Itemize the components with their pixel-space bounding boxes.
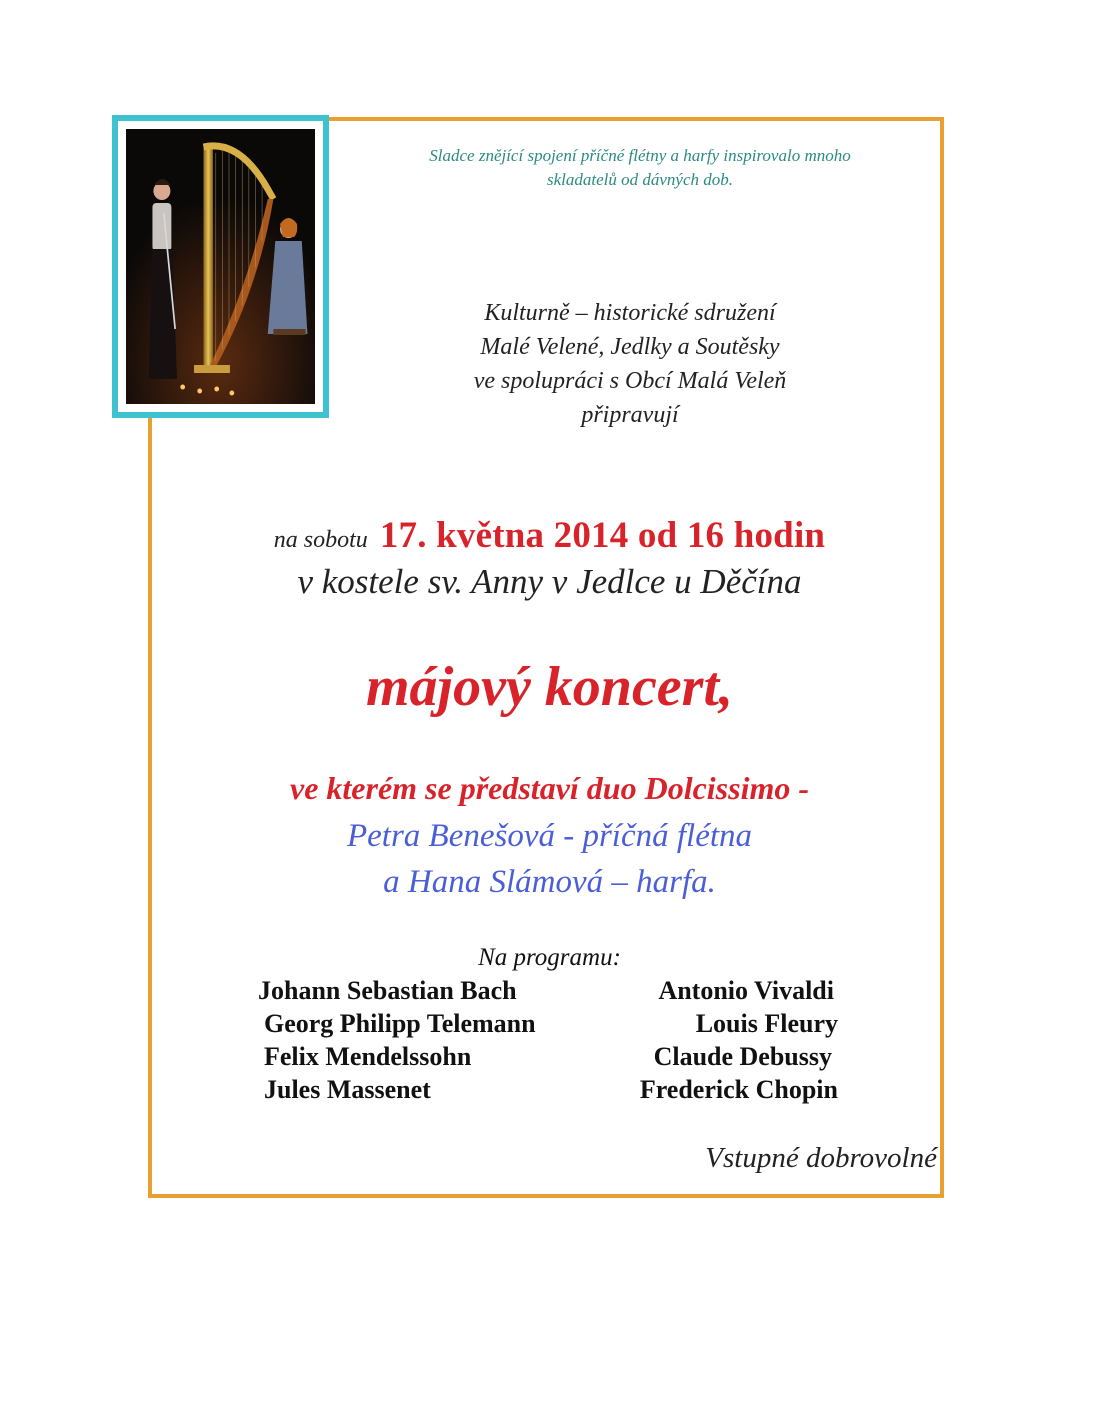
event-title: májový koncert,: [365, 656, 734, 718]
performer-1: Petra Benešová - příčná flétna: [346, 818, 753, 854]
composer-row: [258, 1009, 848, 1042]
program-label: Na programu:: [478, 944, 621, 971]
organizer-line1: Kulturně – historické sdružení: [484, 300, 776, 326]
composer-row: [258, 1075, 848, 1108]
composer-left: Georg Philipp Telemann: [264, 1009, 536, 1038]
organizer-line2: Malé Velené, Jedlky a Soutěsky: [480, 334, 780, 360]
organizer-line3: ve spolupráci s Obcí Malá Veleň: [473, 368, 787, 394]
entry-note: Vstupné dobrovolné: [705, 1142, 937, 1174]
event-date: 17. května 2014 od 16 hodin: [379, 515, 826, 556]
composer-right: Claude Debussy: [653, 1042, 832, 1071]
composer-right: Louis Fleury: [695, 1009, 838, 1038]
composer-row: [258, 1042, 848, 1075]
composer-left: Johann Sebastian Bach: [258, 976, 517, 1005]
event-place: v kostele sv. Anny v Jedlce u Děčína: [297, 562, 802, 601]
organizer-block: [410, 296, 850, 432]
event-intro: ve kterém se představí duo Dolcissimo -: [289, 770, 810, 806]
performer-2: a Hana Slámová – harfa.: [383, 864, 716, 900]
composer-right: Frederick Chopin: [639, 1075, 838, 1104]
composer-left: Jules Massenet: [264, 1075, 431, 1104]
photo-frame: [112, 115, 329, 418]
tagline: [370, 144, 910, 192]
composer-list: [258, 976, 848, 1108]
composer-left: Felix Mendelssohn: [264, 1042, 472, 1071]
composer-right: Antonio Vivaldi: [658, 976, 834, 1005]
photo-flute-harp-duo: [126, 129, 315, 404]
date-prefix: na sobotu: [273, 527, 368, 553]
tagline-line2: skladatelů od dávných dob.: [546, 170, 733, 189]
tagline-line1: Sladce znějící spojení příčné flétny a harfy inspirovalo mnoho: [429, 146, 851, 165]
event-date-line: [0, 514, 1099, 557]
composer-row: [258, 976, 848, 1009]
organizer-line4: připravují: [581, 402, 679, 428]
